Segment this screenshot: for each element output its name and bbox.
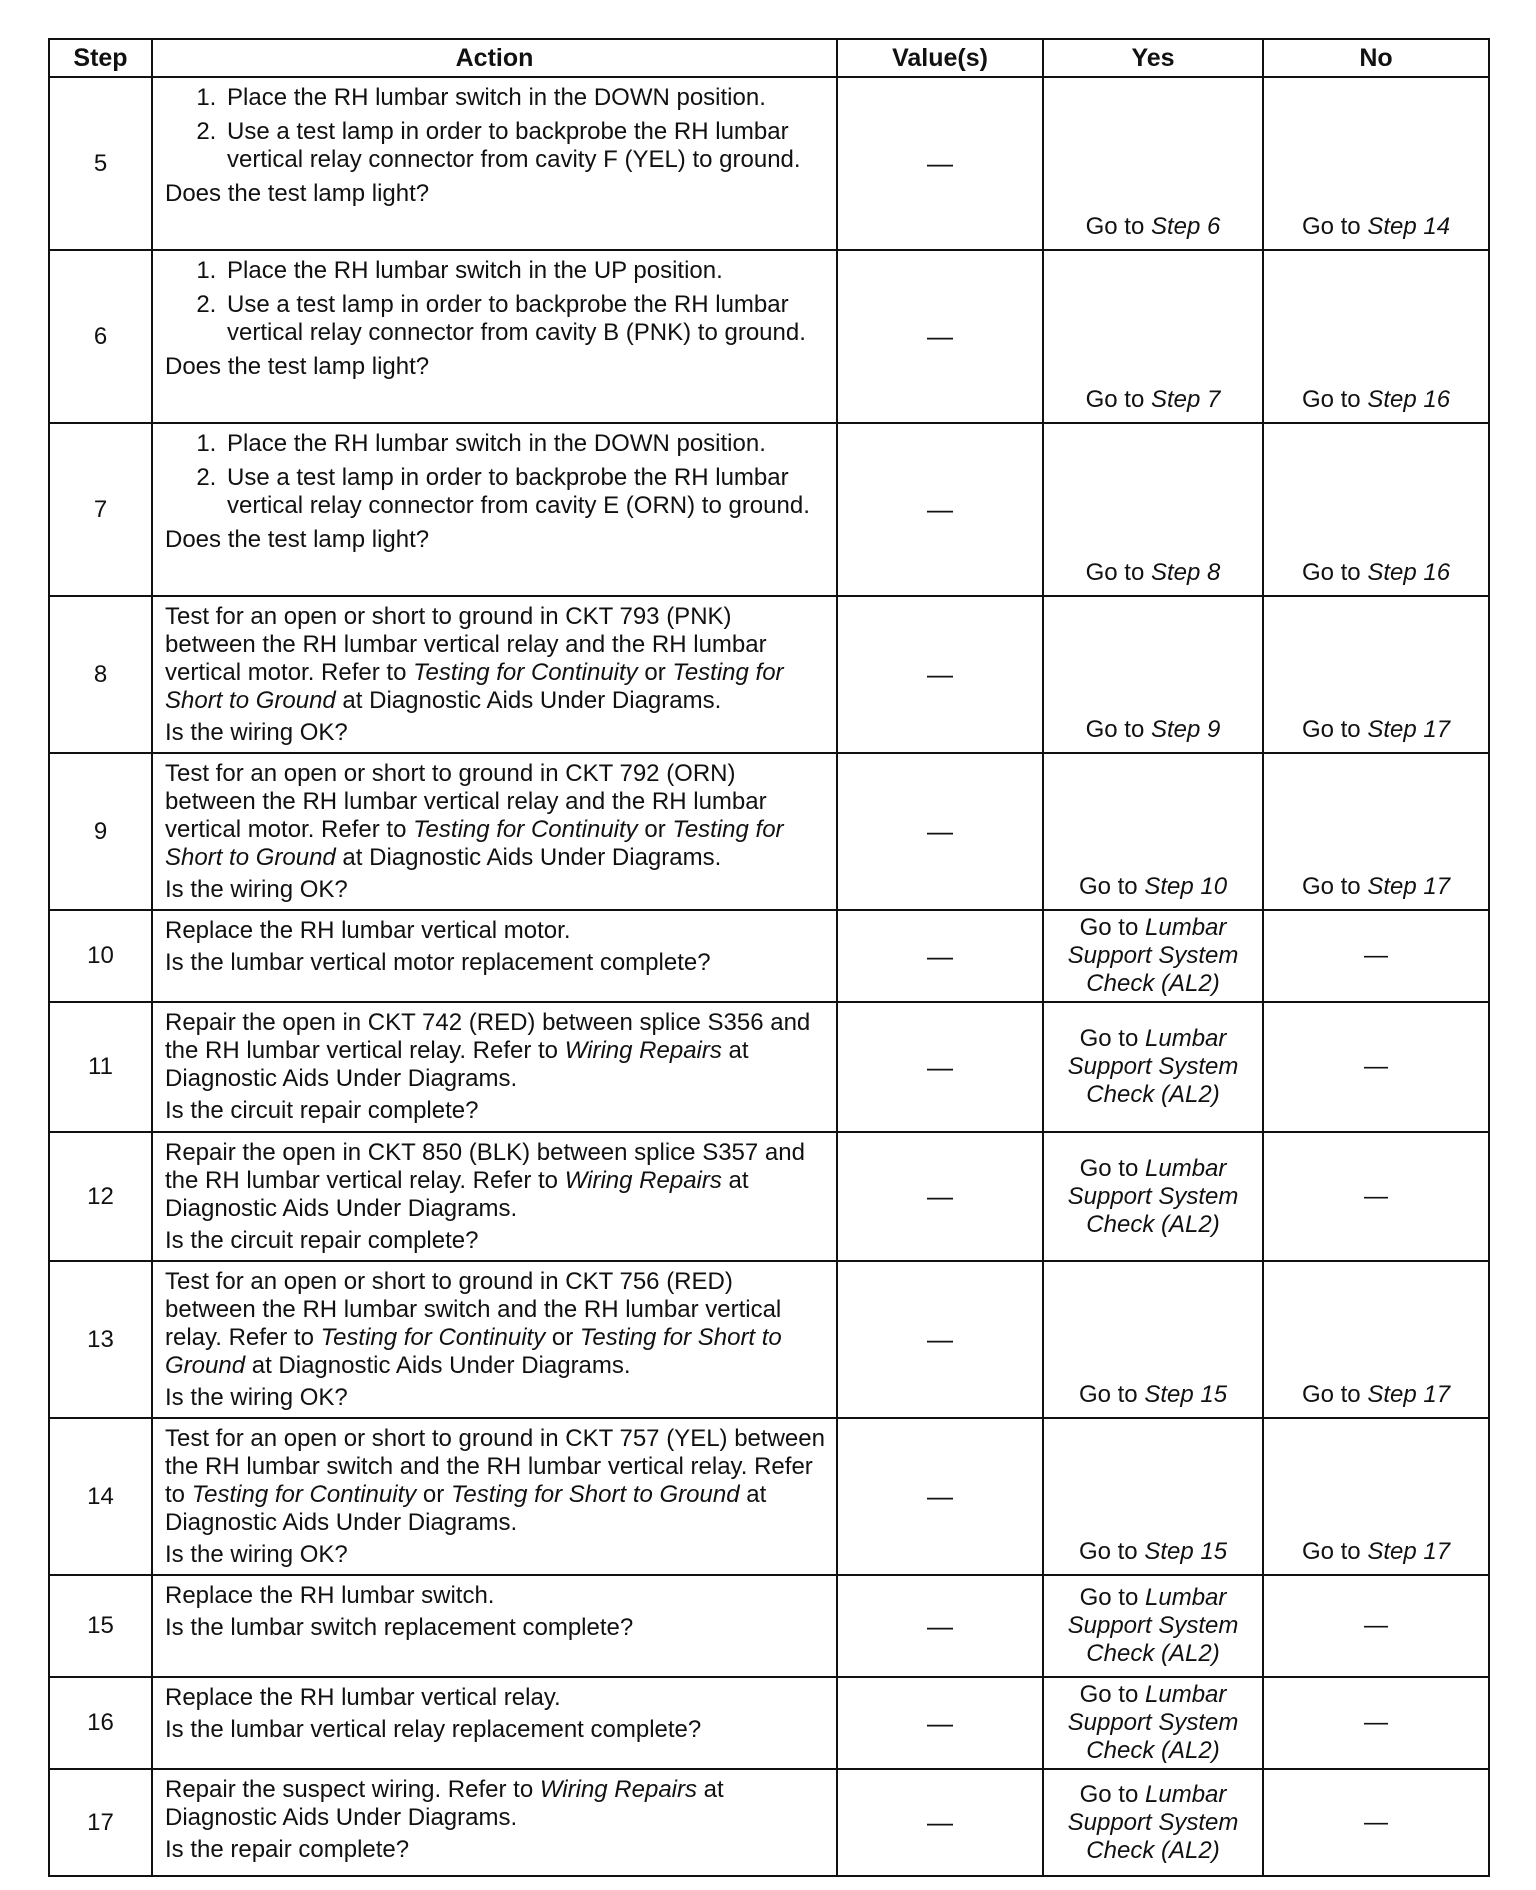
action-question: Is the lumbar vertical motor replacement complete? — [165, 949, 711, 976]
action-text-part: at Diagnostic Aids Under Diagrams. — [165, 1037, 749, 1092]
no-prefix: Go to — [1301, 559, 1368, 586]
yes-cell — [1043, 250, 1263, 423]
header-row — [49, 39, 1489, 77]
yes-cell — [1043, 1132, 1263, 1261]
yes-prefix: Go to — [1085, 213, 1151, 240]
step-number: 9 — [49, 753, 152, 910]
yes-check-ref: Lumbar Support System Check (AL2) — [1067, 1584, 1239, 1667]
no-cell — [1263, 1418, 1489, 1575]
yes-prefix: Go to — [1079, 914, 1145, 941]
header-step: Step — [49, 39, 152, 77]
action-text — [165, 603, 826, 715]
yes-step-ref: Step 8 — [1150, 559, 1221, 586]
no-prefix: Go to — [1301, 386, 1368, 413]
action-question: Is the wiring OK? — [165, 719, 348, 746]
action-steps — [165, 257, 826, 347]
yes-prefix: Go to — [1079, 1154, 1145, 1182]
step-number: 7 — [49, 423, 152, 596]
action-text-part: at Diagnostic Aids Under Diagrams. — [165, 1481, 767, 1536]
table-row — [49, 250, 1489, 423]
yes-step-ref: Step 6 — [1150, 213, 1221, 240]
action-text — [165, 1009, 826, 1093]
action-cell — [152, 77, 837, 250]
no-step-ref: Step 16 — [1367, 386, 1451, 413]
action-text-part: or — [545, 1324, 580, 1351]
action-text: Replace the RH lumbar vertical relay. — [165, 1684, 561, 1711]
action-question: Is the wiring OK? — [165, 1541, 348, 1568]
action-cell — [152, 596, 837, 753]
no-step-ref: Step 16 — [1367, 559, 1451, 586]
yes-step-ref: Step 15 — [1144, 1538, 1228, 1565]
value-cell: — — [837, 423, 1043, 596]
step-number: 15 — [49, 1575, 152, 1677]
reference-link[interactable]: Testing for Short to Ground — [165, 816, 784, 871]
yes-prefix: Go to — [1078, 873, 1145, 900]
yes-prefix: Go to — [1085, 386, 1151, 413]
action-text-part: Test for an open or short to ground in CKT 756 (RED) between the RH lumbar switch and the RH lumbar vertical relay. Refer to — [165, 1268, 782, 1351]
no-cell: — — [1263, 1575, 1489, 1677]
yes-step-ref: Step 15 — [1144, 1381, 1228, 1408]
action-text — [165, 1425, 826, 1537]
action-question: Does the test lamp light? — [165, 353, 430, 380]
action-text — [165, 760, 826, 872]
yes-cell — [1043, 910, 1263, 1002]
action-question: Is the repair complete? — [165, 1836, 410, 1863]
action-text — [165, 1776, 826, 1832]
action-cell — [152, 423, 837, 596]
no-step-ref: Step 17 — [1367, 1381, 1451, 1408]
no-cell: — — [1263, 1132, 1489, 1261]
action-text-part: at Diagnostic Aids Under Diagrams. — [245, 1352, 631, 1379]
no-cell — [1263, 753, 1489, 910]
action-text: Replace the RH lumbar vertical motor. — [165, 917, 571, 944]
reference-link[interactable]: Testing for Short to Ground — [165, 659, 784, 714]
reference-link[interactable]: Testing for Continuity — [320, 1324, 546, 1351]
reference-link[interactable]: Testing for Short to Ground — [450, 1481, 740, 1508]
action-question: Is the circuit repair complete? — [165, 1097, 479, 1124]
table-row — [49, 1418, 1489, 1575]
action-step-item: 1. Place the RH lumbar switch in the UP position. — [223, 257, 826, 285]
yes-cell — [1043, 77, 1263, 250]
no-prefix: Go to — [1301, 716, 1368, 743]
value-cell: — — [837, 1575, 1043, 1677]
yes-prefix: Go to — [1079, 1681, 1145, 1708]
action-text-part: Repair the open in CKT 742 (RED) between splice S356 and the RH lumbar vertical relay. Refer to — [165, 1009, 811, 1064]
action-step-item: 1. Place the RH lumbar switch in the DOWN position. — [223, 84, 826, 112]
action-text-part: at Diagnostic Aids Under Diagrams. — [335, 687, 722, 714]
action-question: Is the lumbar vertical relay replacement complete? — [165, 1716, 702, 1743]
yes-cell — [1043, 1769, 1263, 1876]
header-no: No — [1263, 39, 1489, 77]
diagnostic-table — [48, 38, 1490, 1877]
yes-prefix: Go to — [1078, 1538, 1145, 1565]
yes-step-ref: Step 10 — [1144, 873, 1228, 900]
action-cell — [152, 1261, 837, 1418]
no-step-ref: Step 17 — [1367, 1538, 1451, 1565]
action-text-part: at Diagnostic Aids Under Diagrams. — [335, 844, 722, 871]
action-cell — [152, 1677, 837, 1769]
yes-check-ref: Lumbar Support System Check (AL2) — [1067, 1681, 1239, 1764]
yes-cell — [1043, 423, 1263, 596]
reference-link[interactable]: Testing for Continuity — [191, 1481, 417, 1508]
yes-prefix: Go to — [1079, 1025, 1145, 1052]
action-text — [165, 1139, 826, 1223]
value-cell: — — [837, 250, 1043, 423]
action-cell — [152, 1575, 837, 1677]
table-row — [49, 1261, 1489, 1418]
yes-prefix: Go to — [1085, 716, 1151, 743]
reference-link[interactable]: Testing for Short to Ground — [165, 1324, 782, 1379]
table-row — [49, 596, 1489, 753]
table-row — [49, 423, 1489, 596]
no-step-ref: Step 17 — [1367, 716, 1451, 743]
header-action: Action — [152, 39, 837, 77]
yes-check-ref: Lumbar Support System Check (AL2) — [1067, 914, 1239, 997]
yes-step-ref: Step 7 — [1150, 386, 1221, 413]
action-question: Does the test lamp light? — [165, 180, 430, 207]
yes-check-ref: Lumbar Support System Check (AL2) — [1067, 1154, 1239, 1238]
yes-prefix: Go to — [1079, 1780, 1145, 1808]
step-number: 12 — [49, 1132, 152, 1261]
action-step-item: 2. Use a test lamp in order to backprobe the RH lumbar vertical relay connector from cavity E (ORN) to ground. — [223, 464, 826, 520]
yes-prefix: Go to — [1079, 1584, 1145, 1611]
action-cell — [152, 1002, 837, 1132]
no-cell: — — [1263, 1769, 1489, 1876]
no-prefix: Go to — [1301, 1381, 1368, 1408]
action-text: Replace the RH lumbar switch. — [165, 1582, 495, 1609]
yes-cell — [1043, 1575, 1263, 1677]
no-cell — [1263, 1261, 1489, 1418]
action-question: Is the circuit repair complete? — [165, 1227, 479, 1254]
value-cell: — — [837, 910, 1043, 1002]
no-prefix: Go to — [1301, 213, 1368, 240]
value-cell: — — [837, 77, 1043, 250]
reference-link[interactable]: Testing for Continuity — [413, 659, 638, 686]
no-cell — [1263, 596, 1489, 753]
no-prefix: Go to — [1301, 873, 1368, 900]
table-row — [49, 910, 1489, 1002]
action-step-item: 1. Place the RH lumbar switch in the DOWN position. — [223, 430, 826, 458]
step-number: 11 — [49, 1002, 152, 1132]
yes-prefix: Go to — [1078, 1381, 1145, 1408]
action-cell — [152, 250, 837, 423]
action-cell — [152, 910, 837, 1002]
action-step-item: 2. Use a test lamp in order to backprobe the RH lumbar vertical relay connector from cavity B (PNK) to ground. — [223, 291, 826, 347]
reference-link[interactable]: Wiring Repairs — [564, 1037, 722, 1064]
action-steps — [165, 84, 826, 174]
action-text — [165, 1268, 826, 1380]
action-cell — [152, 753, 837, 910]
yes-cell — [1043, 596, 1263, 753]
step-number: 6 — [49, 250, 152, 423]
action-question: Is the wiring OK? — [165, 876, 348, 903]
table-row — [49, 1002, 1489, 1132]
reference-link[interactable]: Testing for Continuity — [413, 816, 638, 843]
yes-check-ref: Lumbar Support System Check (AL2) — [1067, 1780, 1239, 1864]
table-row — [49, 753, 1489, 910]
value-cell: — — [837, 1418, 1043, 1575]
no-cell: — — [1263, 1002, 1489, 1132]
table-row — [49, 1575, 1489, 1677]
action-text-part: Test for an open or short to ground in CKT 793 (PNK) between the RH lumbar vertical relay and the RH lumbar vertical motor. Refer to — [165, 603, 767, 686]
table-row — [49, 1132, 1489, 1261]
value-cell: — — [837, 1002, 1043, 1132]
step-number: 14 — [49, 1418, 152, 1575]
action-text-part: Repair the open in CKT 850 (BLK) between splice S357 and the RH lumbar vertical relay. Refer to — [165, 1139, 805, 1194]
yes-cell — [1043, 1002, 1263, 1132]
header-yes: Yes — [1043, 39, 1263, 77]
action-text-part: Test for an open or short to ground in CKT 792 (ORN) between the RH lumbar vertical relay and the RH lumbar vertical motor. Refer to — [165, 760, 767, 843]
action-question: Does the test lamp light? — [165, 526, 430, 553]
header-values: Value(s) — [837, 39, 1043, 77]
step-number: 8 — [49, 596, 152, 753]
yes-cell — [1043, 753, 1263, 910]
action-text-part: or — [637, 816, 673, 843]
action-steps — [165, 430, 826, 520]
action-cell — [152, 1418, 837, 1575]
yes-prefix: Go to — [1085, 559, 1151, 586]
step-number: 10 — [49, 910, 152, 1002]
no-prefix: Go to — [1301, 1538, 1368, 1565]
yes-cell — [1043, 1677, 1263, 1769]
action-question: Is the wiring OK? — [165, 1384, 348, 1411]
yes-check-ref: Lumbar Support System Check (AL2) — [1067, 1025, 1239, 1108]
value-cell: — — [837, 1132, 1043, 1261]
action-question: Is the lumbar switch replacement complete? — [165, 1614, 634, 1641]
step-number: 5 — [49, 77, 152, 250]
value-cell: — — [837, 1677, 1043, 1769]
no-step-ref: Step 14 — [1367, 213, 1451, 240]
reference-link[interactable]: Wiring Repairs — [539, 1776, 698, 1803]
step-number: 16 — [49, 1677, 152, 1769]
no-cell — [1263, 250, 1489, 423]
reference-link[interactable]: Wiring Repairs — [564, 1167, 722, 1194]
table-row — [49, 77, 1489, 250]
action-cell — [152, 1769, 837, 1876]
yes-cell — [1043, 1418, 1263, 1575]
value-cell: — — [837, 753, 1043, 910]
table-row — [49, 1677, 1489, 1769]
no-step-ref: Step 17 — [1367, 873, 1451, 900]
action-text-part: at Diagnostic Aids Under Diagrams. — [165, 1776, 724, 1831]
step-number: 13 — [49, 1261, 152, 1418]
action-text-part: or — [637, 659, 673, 686]
table-row — [49, 1769, 1489, 1876]
action-text-part: Test for an open or short to ground in CKT 757 (YEL) between the RH lumbar switch and the RH lumbar vertical relay. Refer to — [165, 1425, 825, 1508]
action-step-item: 2. Use a test lamp in order to backprobe the RH lumbar vertical relay connector from cavity F (YEL) to ground. — [223, 118, 826, 174]
no-cell: — — [1263, 1677, 1489, 1769]
step-number: 17 — [49, 1769, 152, 1876]
value-cell: — — [837, 1261, 1043, 1418]
value-cell: — — [837, 1769, 1043, 1876]
yes-step-ref: Step 9 — [1150, 716, 1221, 743]
action-text-part: or — [416, 1481, 451, 1508]
no-cell — [1263, 423, 1489, 596]
no-cell: — — [1263, 910, 1489, 1002]
action-cell — [152, 1132, 837, 1261]
action-text-part: Repair the suspect wiring. Refer to — [165, 1776, 540, 1803]
action-text-part: at Diagnostic Aids Under Diagrams. — [165, 1167, 749, 1222]
yes-cell — [1043, 1261, 1263, 1418]
value-cell: — — [837, 596, 1043, 753]
no-cell — [1263, 77, 1489, 250]
